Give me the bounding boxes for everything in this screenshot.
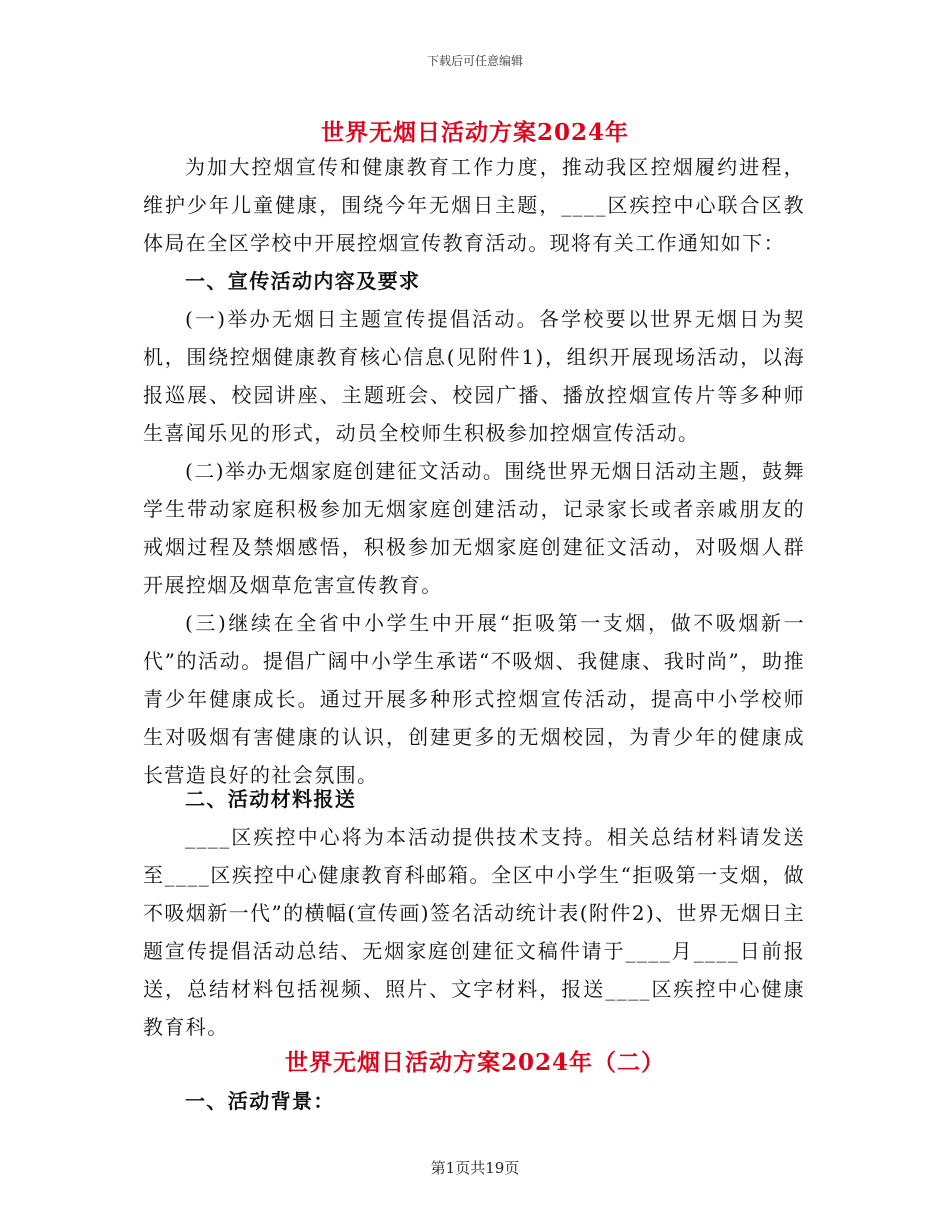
second-document-title: 世界无烟日活动方案2024年（二） [284, 1049, 665, 1076]
materials-paragraph: ____区疾控中心将为本活动提供技术支持。相关总结材料请发送至____区疾控中心健康教育科邮箱。全区中小学生“拒吸第一支烟，做不吸烟新一代”的横幅(宣传画)签名活动统计表(附件2)、世界无烟日主题宣传提倡活动总结、无烟家庭创建征文稿件请于____月____日前报送，总结材料包括视频、照片、文字材料，报送____区疾控中心健康教育科。 [143, 825, 805, 1039]
section-heading-background: 一、活动背景： [185, 1089, 335, 1113]
document-title: 世界无烟日活动方案2024年 [320, 119, 629, 146]
paragraph-item-1: (一)举办无烟日主题宣传提倡活动。各学校要以世界无烟日为契机，围绕控烟健康教育核心信息(见附件1)，组织开展现场活动，以海报巡展、校园讲座、主题班会、校园广播、播放控烟宣传片等多种师生喜闻乐见的形式，动员全校师生积极参加控烟宣传活动。 [143, 307, 805, 445]
page-number-footer: 第1页共19页 [430, 1159, 520, 1177]
section-heading-materials: 二、活动材料报送 [185, 787, 357, 811]
paragraph-item-2: (二)举办无烟家庭创建征文活动。围绕世界无烟日活动主题，鼓舞学生带动家庭积极参加无烟家庭创建活动，记录家长或者亲戚朋友的戒烟过程及禁烟感悟，积极参加无烟家庭创建征文活动，对吸烟人群开展控烟及烟草危害宣传教育。 [143, 459, 805, 597]
page-header-note: 下载后可任意编辑 [426, 54, 523, 68]
paragraph-item-3: (三)继续在全省中小学生中开展“拒吸第一支烟，做不吸烟新一代”的活动。提倡广阔中小学生承诺“不吸烟、我健康、我时尚”，助推青少年健康成长。通过开展多种形式控烟宣传活动，提高中小学校师生对吸烟有害健康的认识，创建更多的无烟校园，为青少年的健康成长营造良好的社会氛围。 [143, 611, 805, 787]
intro-paragraph: 为加大控烟宣传和健康教育工作力度，推动我区控烟履约进程，维护少年儿童健康，围绕今年无烟日主题，____区疾控中心联合区教体局在全区学校中开展控烟宣传教育活动。现将有关工作通知如下： [143, 155, 805, 255]
section-heading-publicity: 一、宣传活动内容及要求 [185, 269, 421, 293]
